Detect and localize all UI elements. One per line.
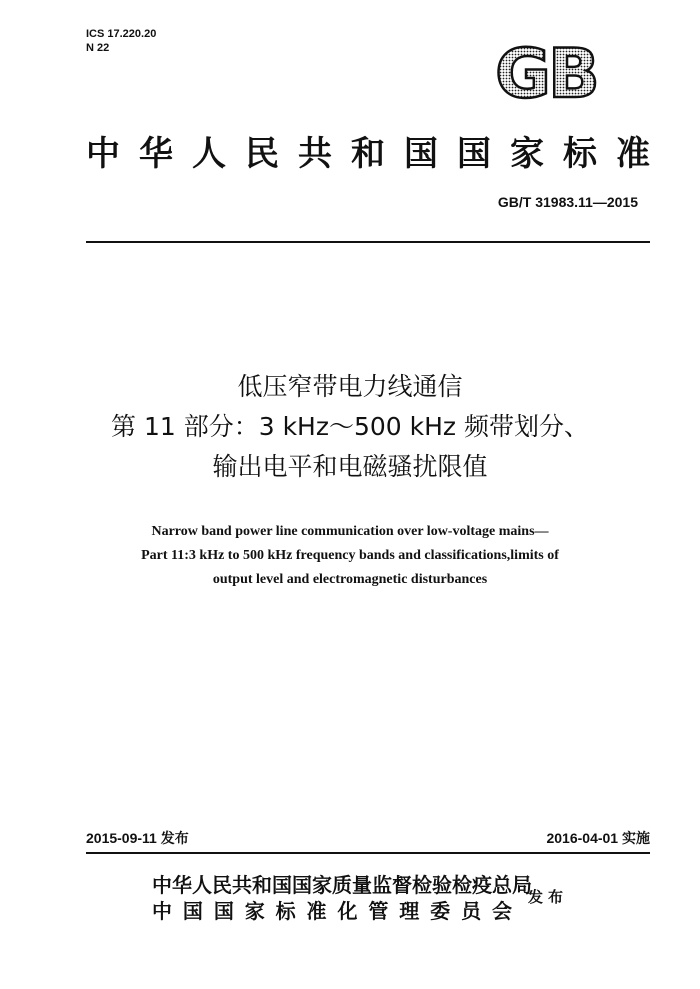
org-title-char: 中 bbox=[86, 134, 120, 174]
implementation-date: 2016-04-01 实施 bbox=[546, 830, 650, 846]
header-divider bbox=[86, 241, 650, 243]
org-title-char: 人 bbox=[192, 134, 226, 174]
chinese-title-line-2: 第 11 部分：3 kHz～500 kHz 频带划分、 bbox=[111, 412, 589, 441]
issuer2-char: 国 bbox=[213, 899, 234, 923]
issuer2-char: 家 bbox=[244, 899, 265, 923]
org-title-char: 家 bbox=[510, 134, 544, 174]
org-title-char: 国 bbox=[404, 134, 438, 174]
classification-codes bbox=[86, 27, 156, 55]
footer-divider bbox=[86, 852, 650, 854]
org-title-char: 民 bbox=[245, 134, 279, 174]
english-title-line-3: output level and electromagnetic disturbances bbox=[212, 572, 488, 587]
english-title bbox=[60, 520, 640, 592]
chinese-title-line-1: 低压窄带电力线通信 bbox=[237, 372, 463, 401]
issuer-sac bbox=[152, 898, 512, 924]
issuer2-char: 准 bbox=[306, 899, 327, 923]
chinese-title bbox=[80, 367, 620, 487]
issue-date: 2015-09-11 发布 bbox=[86, 830, 189, 846]
issuer-aqsiq: 中华人民共和国国家质量监督检验检疫总局 bbox=[152, 873, 532, 897]
date-row bbox=[86, 828, 650, 848]
issuing-body-title bbox=[86, 126, 650, 175]
issuer2-char: 标 bbox=[275, 899, 296, 923]
english-title-line-1: Narrow band power line communication over low-voltage mains— bbox=[151, 524, 549, 539]
gb-logo bbox=[478, 41, 614, 101]
issuer2-char: 理 bbox=[399, 899, 420, 923]
english-title-line-2: Part 11:3 kHz to 500 kHz frequency bands and classifications,limits of bbox=[141, 548, 559, 563]
issuers bbox=[152, 872, 532, 924]
org-title-char: 和 bbox=[351, 134, 385, 174]
issuer2-char: 委 bbox=[430, 899, 451, 923]
issuer2-char: 国 bbox=[182, 899, 203, 923]
chinese-title-line-3: 输出电平和电磁骚扰限值 bbox=[212, 452, 488, 481]
issuer2-char: 员 bbox=[461, 899, 482, 923]
ics-code: ICS 17.220.20 bbox=[86, 28, 157, 40]
publish-label: 发布 bbox=[528, 888, 569, 906]
org-title-char: 共 bbox=[298, 134, 332, 174]
org-title-char: 准 bbox=[616, 134, 650, 174]
issuer2-char: 管 bbox=[368, 899, 389, 923]
ccs-code: N 22 bbox=[86, 42, 110, 54]
issuer2-char: 会 bbox=[491, 899, 512, 923]
org-title-char: 国 bbox=[457, 134, 491, 174]
issuer2-char: 化 bbox=[337, 899, 358, 923]
gb-logo-text: GB bbox=[495, 41, 597, 101]
standard-code: GB/T 31983.11—2015 bbox=[497, 194, 638, 210]
issuer2-char: 中 bbox=[152, 899, 172, 923]
org-title-char: 华 bbox=[139, 134, 173, 174]
org-title-char: 标 bbox=[563, 134, 597, 174]
